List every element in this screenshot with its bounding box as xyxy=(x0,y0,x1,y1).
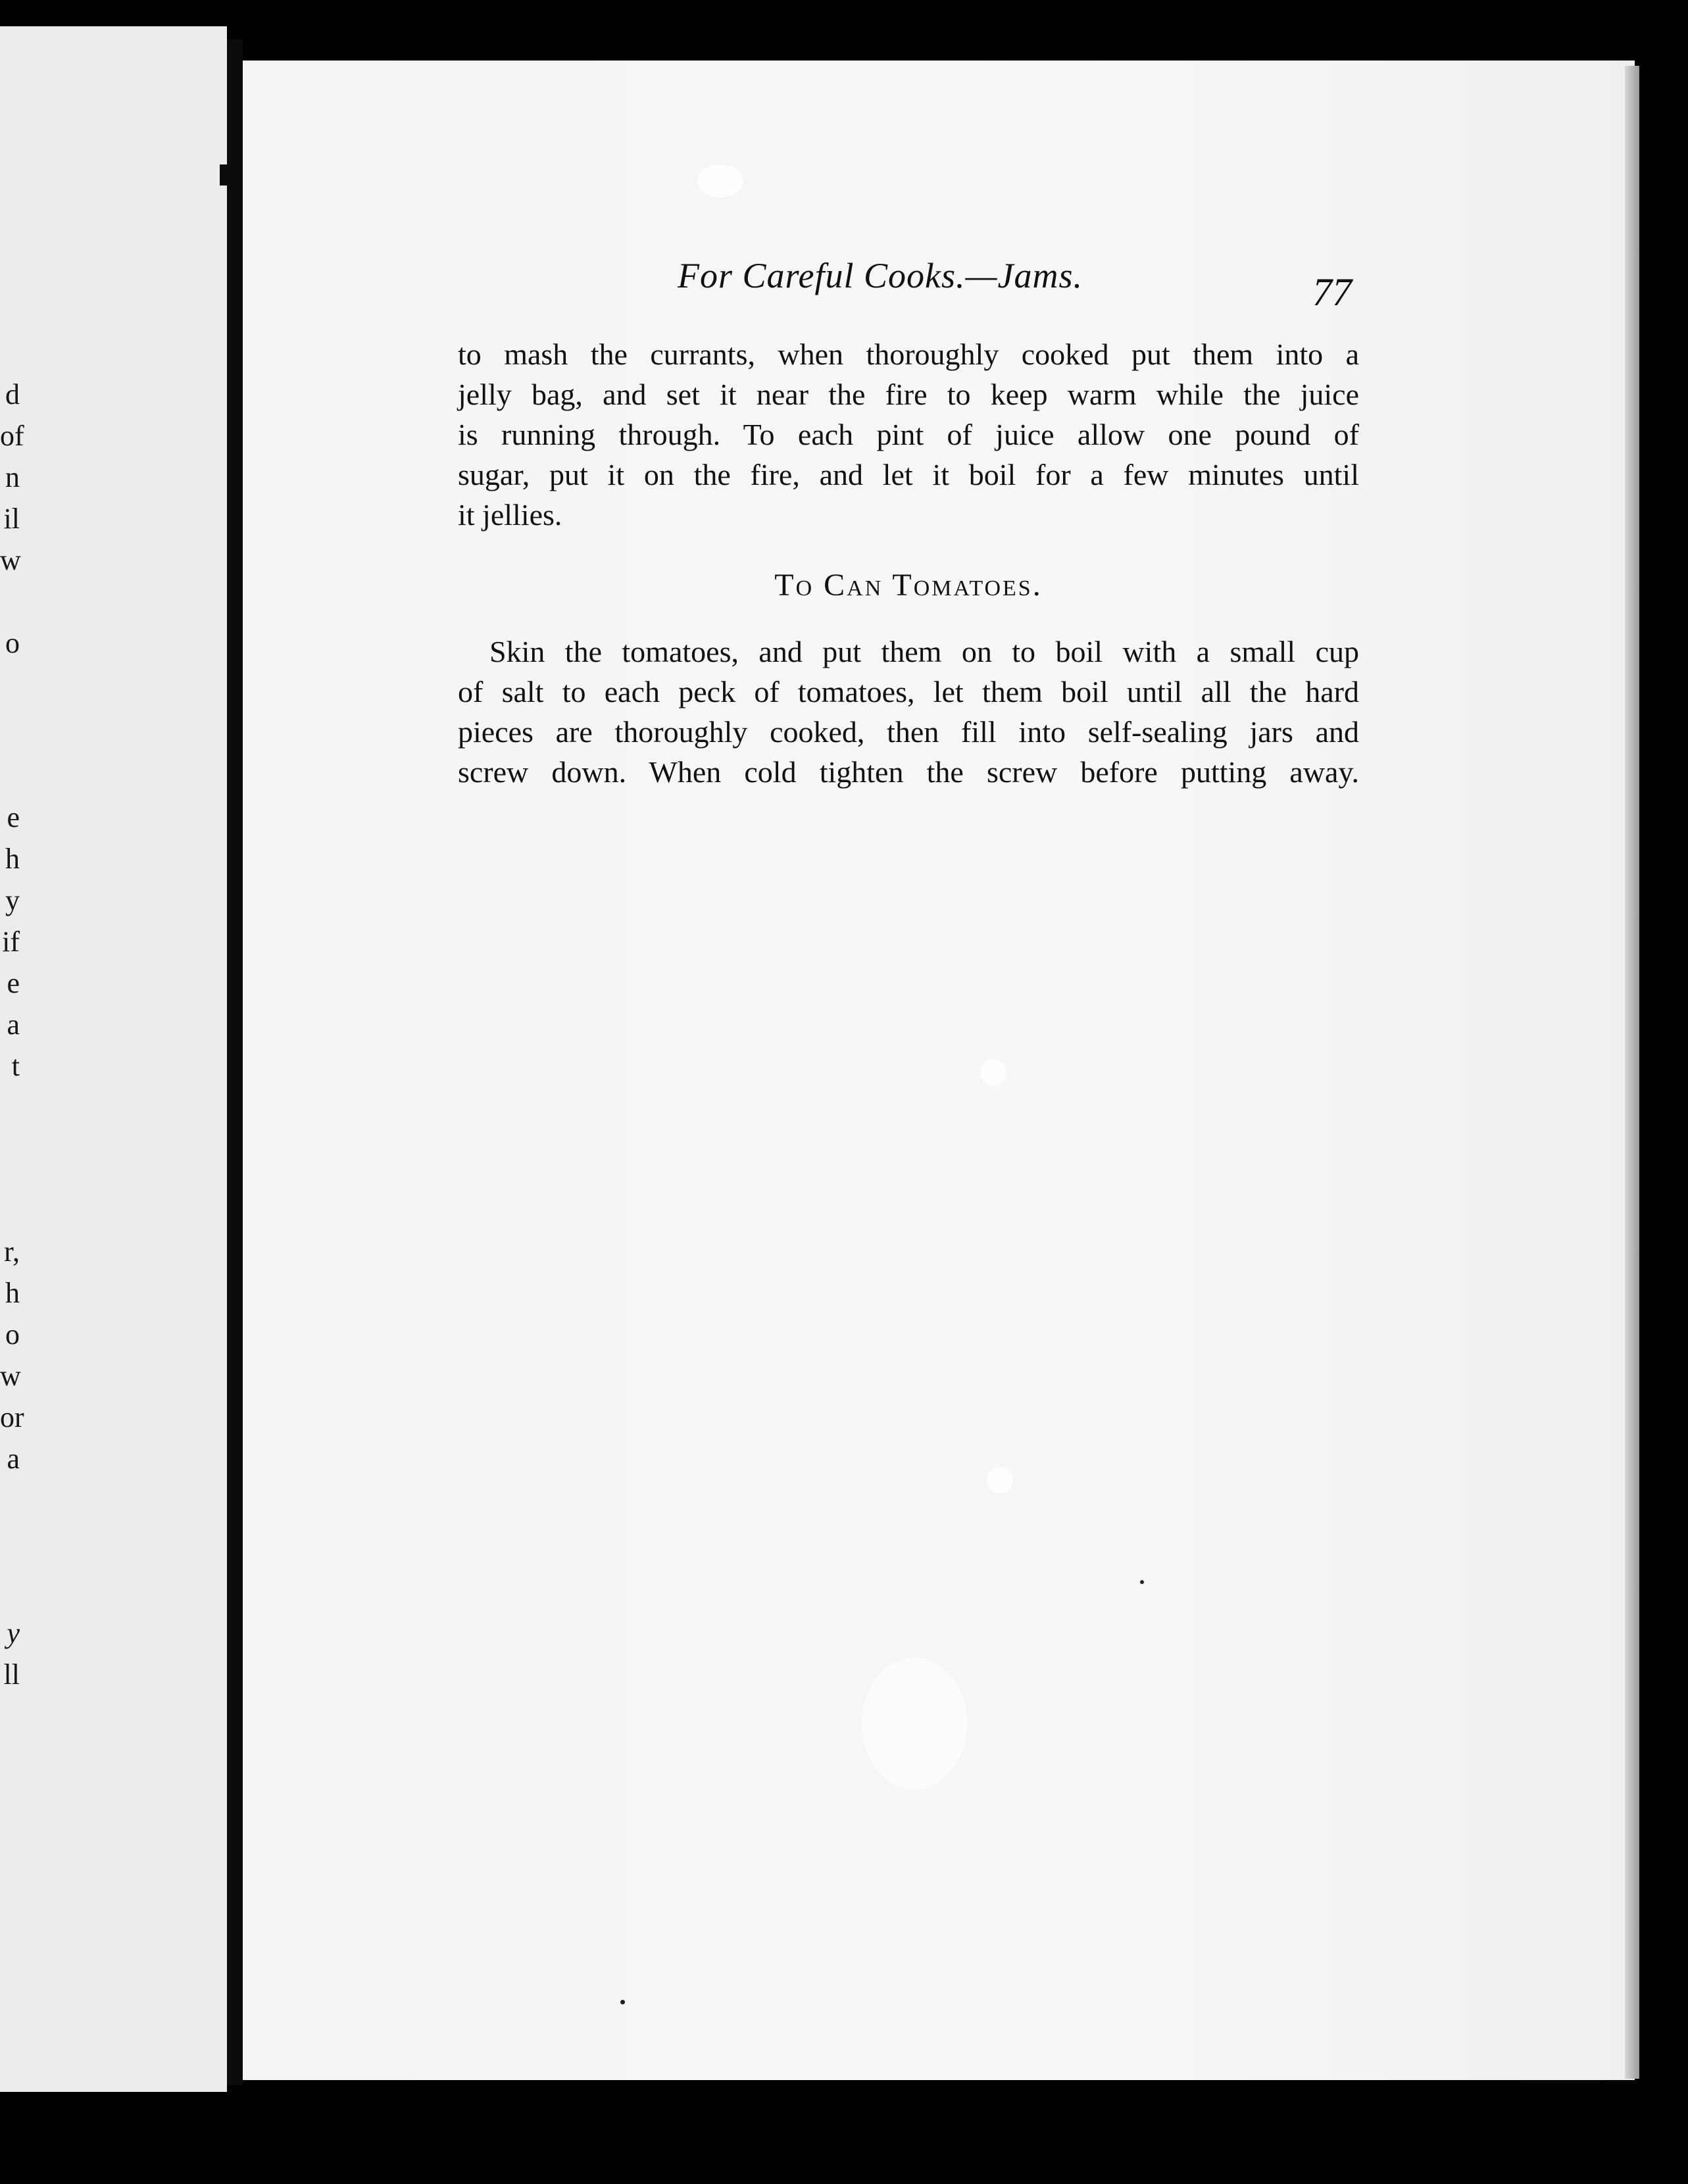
scan-speck xyxy=(987,1467,1013,1493)
text-line: Skin the tomatoes, and put them on to boil with a small cup xyxy=(489,635,1359,668)
left-fragment: h xyxy=(5,843,20,875)
text-line: it jellies. xyxy=(458,498,562,532)
left-fragment: y xyxy=(7,1617,20,1649)
left-fragment: il xyxy=(3,503,20,535)
left-fragment: or xyxy=(0,1401,24,1433)
section-heading: To Can Tomatoes. xyxy=(774,568,1043,603)
previous-page-fragment xyxy=(0,26,227,2092)
left-fragment: a xyxy=(7,1443,20,1475)
left-fragment: e xyxy=(7,967,20,999)
left-fragment: n xyxy=(5,461,20,493)
scan-dot xyxy=(620,2000,625,2004)
left-fragment: ll xyxy=(3,1658,20,1691)
left-fragment: if xyxy=(2,926,20,958)
paragraph xyxy=(458,632,1359,792)
scan-dot xyxy=(1140,1580,1144,1584)
left-fragment: t xyxy=(11,1050,20,1082)
left-fragment: y xyxy=(5,884,20,916)
left-fragment: o xyxy=(5,627,20,659)
page-number: 77 xyxy=(1312,270,1352,314)
text-line: jelly bag, and set it near the fire to keep warm while the juice xyxy=(458,378,1359,411)
text-line: of salt to each peck of tomatoes, let them boil until all the hard xyxy=(458,675,1359,708)
scan-speck xyxy=(980,1059,1006,1085)
page-edge-shadow xyxy=(1625,66,1639,2079)
scan-speck xyxy=(862,1658,967,1789)
book-gutter xyxy=(227,39,243,2085)
left-fragment: w xyxy=(0,544,21,576)
text-line: pieces are thoroughly cooked, then fill into self-sealing jars and xyxy=(458,715,1359,749)
text-line: to mash the currants, when thoroughly cooked put them into a xyxy=(458,337,1359,371)
left-fragment: e xyxy=(7,801,20,833)
left-fragment: a xyxy=(7,1008,20,1041)
paragraph xyxy=(458,334,1359,535)
running-head: For Careful Cooks.—Jams. xyxy=(678,256,1083,295)
left-fragment: r, xyxy=(4,1235,20,1268)
left-fragment: h xyxy=(5,1277,20,1309)
text-line: sugar, put it on the fire, and let it boil for a few minutes until xyxy=(458,458,1359,491)
text-line: screw down. When cold tighten the screw before putting away. xyxy=(458,755,1359,789)
left-fragment: w xyxy=(0,1360,21,1392)
left-fragment: o xyxy=(5,1318,20,1351)
left-fragment: of xyxy=(0,420,24,452)
left-fragment: d xyxy=(5,378,20,410)
scan-speck xyxy=(697,164,743,197)
text-line: is running through. To each pint of juice allow one pound of xyxy=(458,418,1359,451)
